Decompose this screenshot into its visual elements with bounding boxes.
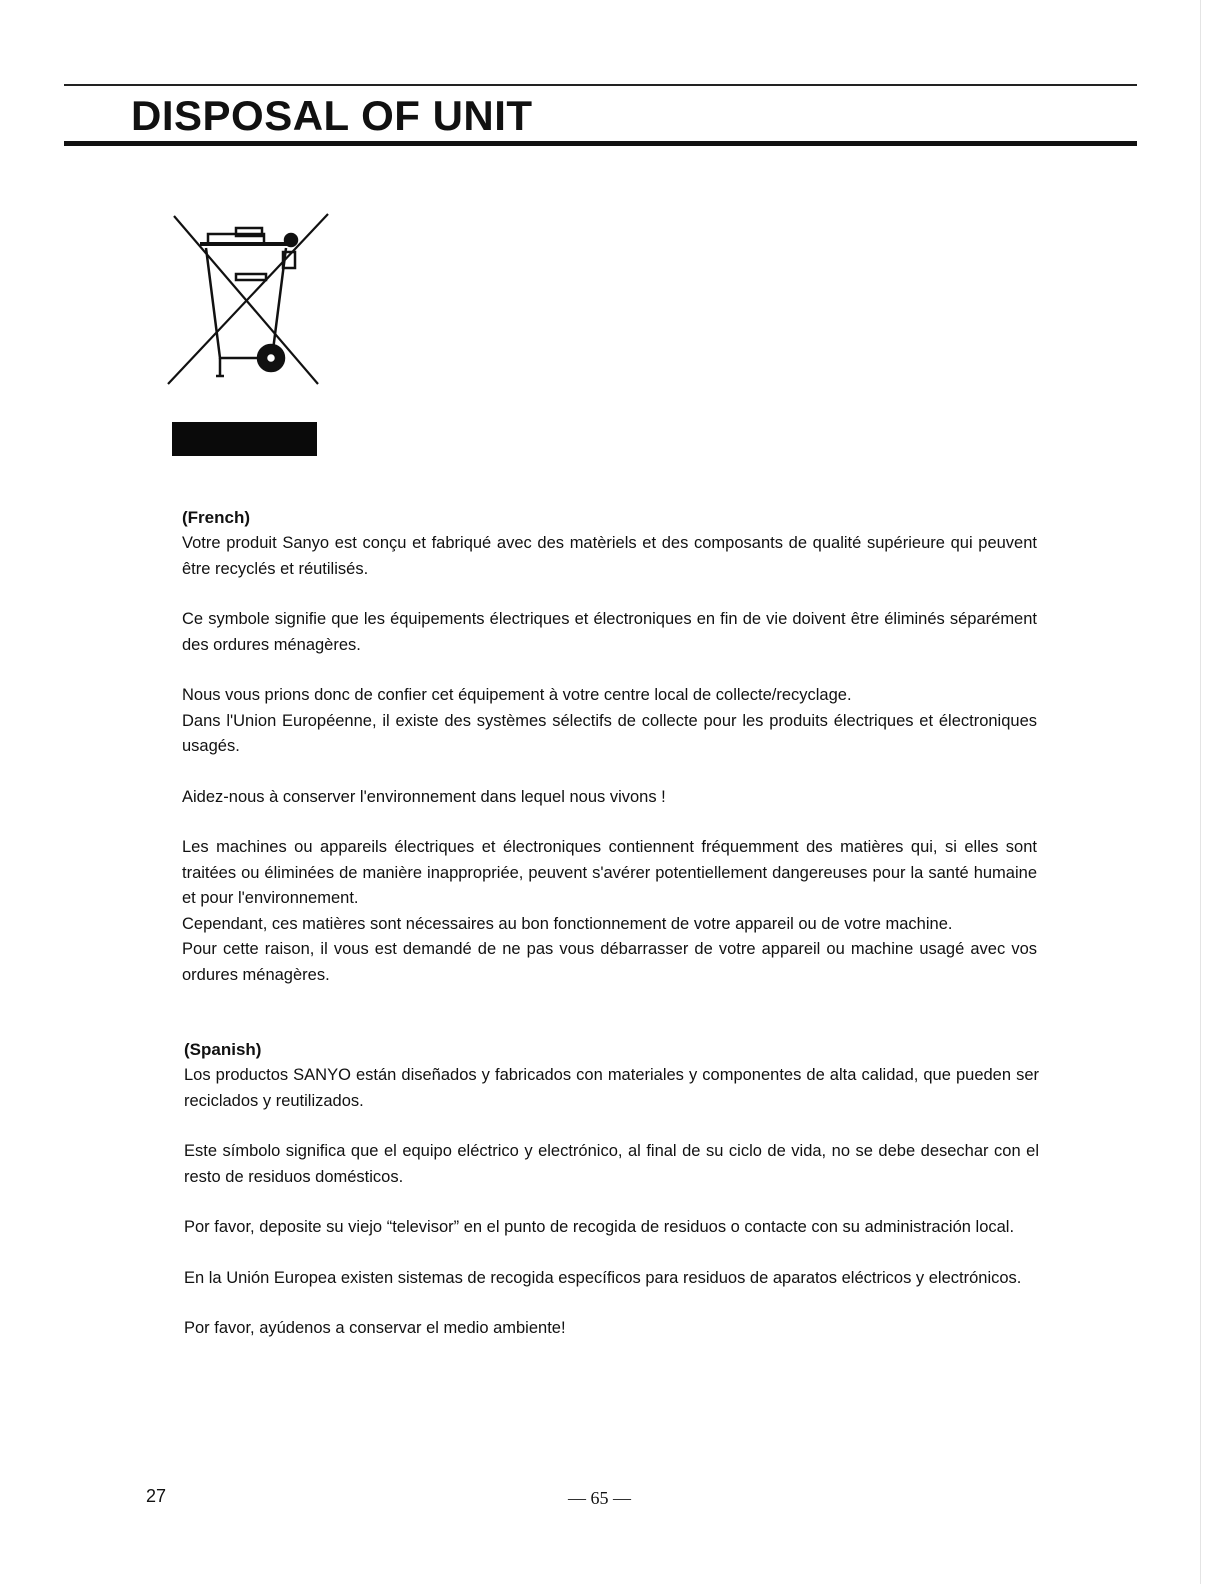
french-paragraph-5a: Les machines ou appareils électriques et électroniques contiennent fréquemment des matières qui, si elles sont traitées ou éliminées de manière inappropriée, peuvent s'avérer potentiellement dangereuses pour la santé humaine et pour l'environnement.	[182, 838, 1037, 907]
spanish-paragraph-2: Este símbolo significa que el equipo eléctrico y electrónico, al final de su ciclo de vida, no se debe desechar con el resto de residuos domésticos.	[184, 1142, 1039, 1186]
scan-edge-line	[1200, 0, 1201, 1584]
spanish-section	[184, 1037, 1039, 1367]
french-paragraph-1: Votre produit Sanyo est conçu et fabriqué avec des matèriels et des composants de qualité supérieure qui peuvent être recyclés et réutilisés.	[182, 534, 1037, 578]
french-heading: (French)	[182, 508, 250, 527]
spanish-heading: (Spanish)	[184, 1040, 262, 1059]
title-top-rule	[64, 84, 1137, 86]
spanish-paragraph-1: Los productos SANYO están diseñados y fabricados con materiales y componentes de alta calidad, que pueden ser reciclados y reutilizados.	[184, 1066, 1039, 1110]
french-section	[182, 505, 1037, 1013]
spanish-paragraph-4: En la Unión Europea existen sistemas de recogida específicos para residuos de aparatos eléctricos y electrónicos.	[184, 1268, 1022, 1287]
spanish-paragraph-3: Por favor, deposite su viejo “televisor” en el punto de recogida de residuos o contacte con su administración local.	[184, 1218, 1015, 1236]
page-number-left: 27	[146, 1486, 167, 1506]
page-title: DISPOSAL OF UNIT	[131, 92, 533, 139]
french-paragraph-2: Ce symbole signifie que les équipements électriques et électroniques en fin de vie doivent être éliminés séparément des ordures ménagères.	[182, 610, 1037, 654]
black-bar	[172, 422, 317, 456]
page-number-center: — 65 —	[568, 1488, 631, 1508]
crossed-out-wheelie-bin-icon	[160, 208, 336, 396]
french-paragraph-3a: Nous vous prions donc de confier cet équipement à votre centre local de collecte/recyclage.	[182, 686, 852, 704]
french-paragraph-4: Aidez-nous à conserver l'environnement dans lequel nous vivons !	[182, 787, 666, 806]
french-paragraph-5b: Cependant, ces matières sont nécessaires au bon fonctionnement de votre appareil ou de votre machine.	[182, 914, 953, 933]
spanish-paragraph-5: Por favor, ayúdenos a conservar el medio ambiente!	[184, 1319, 566, 1337]
title-bottom-rule	[64, 141, 1137, 146]
french-paragraph-3b: Dans l'Union Européenne, il existe des systèmes sélectifs de collecte pour les produits électriques et électroniques usagés.	[182, 711, 1037, 755]
french-paragraph-5c: Pour cette raison, il vous est demandé de ne pas vous débarrasser de votre appareil ou machine usagé avec vos ordures ménagères.	[182, 940, 1037, 984]
